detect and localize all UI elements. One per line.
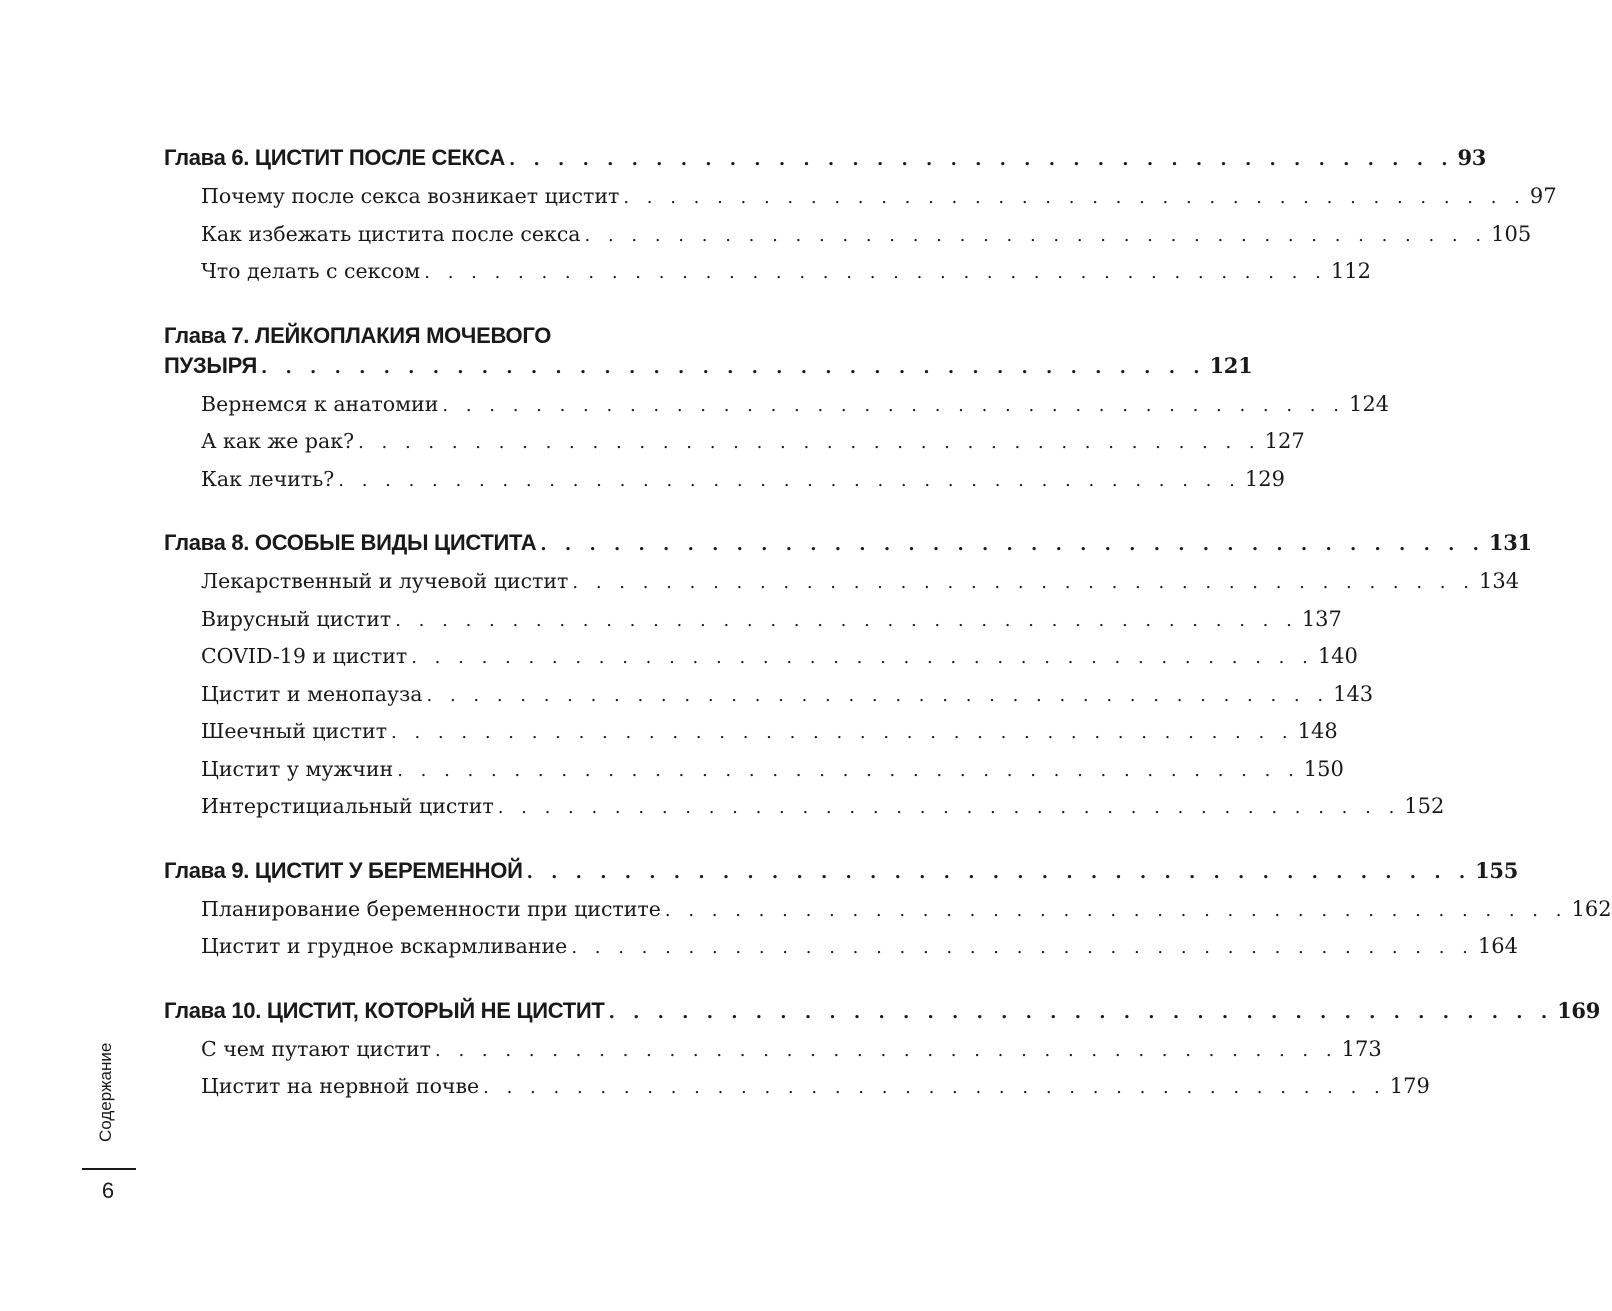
dot-leader: . . . . . . . . . . . . . . . . . . . . . . . . . . . . . . . . . . . . . . . xyxy=(397,759,1300,781)
section-entry xyxy=(164,253,1371,291)
section-page-number: 162 xyxy=(1571,896,1612,921)
dot-leader: . . . . . . . . . . . . . . . . . . . . . . . . . . . . . . . . . . . . . . . xyxy=(424,262,1327,283)
section-title: Лекарственный и лучевой цистит xyxy=(201,569,569,593)
section-title: Цистит на нервной почве xyxy=(201,1074,480,1098)
chapter-page-number: 169 xyxy=(1557,997,1601,1023)
section-title: Цистит и менопауза xyxy=(201,681,423,706)
dot-leader: . . . . . . . . . . . . . . . . . . . . . . . . . . . . . . . . . . . . . . . xyxy=(508,149,1454,170)
section-title: Планирование беременности при цистите xyxy=(201,896,661,921)
section-page-number: 164 xyxy=(1477,934,1518,958)
section-title: COVID-19 и цистит xyxy=(201,644,408,668)
section-page-number: 152 xyxy=(1404,794,1445,818)
section-entry xyxy=(164,461,1285,499)
chapter-title: Глава 9. ЦИСТИТ У БЕРЕМЕННОЙ xyxy=(164,857,523,883)
table-of-contents xyxy=(164,138,1612,1131)
dot-leader: . . . . . . . . . . . . . . . . . . . . . . . . . . . . . . . . . . . . . . . xyxy=(497,797,1401,818)
section-entry xyxy=(164,928,1518,966)
dot-leader: . . . . . . . . . . . . . . . . . . . . . . . . . . . . . . . . . . . . . . . xyxy=(260,356,1206,378)
chapter-6 xyxy=(164,138,1557,291)
section-title: Шеечный цистит xyxy=(201,719,388,743)
chapter-page-number: 93 xyxy=(1457,145,1487,170)
section-title: Цистит у мужчин xyxy=(201,756,394,781)
section-title: Вирусный цистит xyxy=(201,606,392,631)
section-page-number: 150 xyxy=(1303,756,1344,781)
section-title: Вернемся к анатомии xyxy=(201,391,439,416)
section-entry xyxy=(164,563,1520,601)
chapter-page-number: 121 xyxy=(1209,352,1253,378)
dot-leader: . . . . . . . . . . . . . . . . . . . . . . . . . . . . . . . . . . . . . . . xyxy=(608,1001,1554,1023)
chapter-heading xyxy=(164,138,1487,178)
chapter-10 xyxy=(164,991,1601,1106)
chapter-page-number: 155 xyxy=(1475,857,1519,883)
section-entry xyxy=(164,1031,1382,1069)
section-entry xyxy=(164,601,1342,639)
section-entry xyxy=(164,1068,1430,1106)
section-title: Почему после секса возникает цистит xyxy=(201,184,620,208)
section-entry xyxy=(164,216,1532,254)
section-page-number: 127 xyxy=(1264,429,1305,453)
section-page-number: 97 xyxy=(1529,184,1557,208)
chapter-heading xyxy=(164,346,1253,386)
chapter-title: Глава 10. ЦИСТИТ, КОТОРЫЙ НЕ ЦИСТИТ xyxy=(164,997,605,1023)
section-page-number: 179 xyxy=(1389,1074,1430,1098)
section-entry xyxy=(164,638,1358,676)
section-title: А как же рак? xyxy=(201,429,355,453)
page-number: 6 xyxy=(101,1178,115,1203)
dot-leader: . . . . . . . . . . . . . . . . . . . . . . . . . . . . . . . . . . . . . . . xyxy=(572,572,1475,593)
dot-leader: . . . . . . . . . . . . . . . . . . . . . . . . . . . . . . . . . . . . . . . xyxy=(442,394,1345,416)
section-title: Как лечить? xyxy=(201,466,335,491)
dot-leader: . . . . . . . . . . . . . . . . . . . . . . . . . . . . . . . . . . . . . . . xyxy=(391,722,1294,743)
chapter-heading xyxy=(164,523,1532,563)
dot-leader: . . . . . . . . . . . . . . . . . . . . . . . . . . . . . . . . . . . . . . . xyxy=(338,469,1241,491)
chapter-7 xyxy=(164,316,1390,499)
section-title: Как избежать цистита после секса xyxy=(201,221,581,246)
section-entry xyxy=(164,178,1557,216)
running-head: Содержание xyxy=(96,1042,115,1142)
section-title: С чем путают цистит xyxy=(201,1036,432,1061)
chapter-heading xyxy=(164,851,1519,891)
dot-leader: . . . . . . . . . . . . . . . . . . . . . . . . . . . . . . . . . . . . . . . xyxy=(623,187,1526,208)
dot-leader: . . . . . . . . . . . . . . . . . . . . . . . . . . . . . . . . . . . . . . . xyxy=(664,899,1568,921)
dot-leader: . . . . . . . . . . . . . . . . . . . . . . . . . . . . . . . . . . . . . . . xyxy=(584,224,1488,246)
section-entry xyxy=(164,713,1338,751)
section-page-number: 105 xyxy=(1491,221,1532,246)
section-entry xyxy=(164,751,1344,789)
section-entry xyxy=(164,676,1374,714)
chapter-title-line-1: Глава 7. ЛЕЙКОПЛАКИЯ МОЧЕВОГО xyxy=(164,322,552,348)
section-page-number: 143 xyxy=(1333,681,1374,706)
section-page-number: 129 xyxy=(1244,466,1285,491)
section-entry xyxy=(164,386,1390,424)
section-title: Что делать с сексом xyxy=(201,259,421,283)
chapter-8 xyxy=(164,523,1532,826)
chapter-title: Глава 8. ОСОБЫЕ ВИДЫ ЦИСТИТА xyxy=(164,530,537,555)
chapter-page-number: 131 xyxy=(1488,530,1532,555)
chapter-9 xyxy=(164,851,1612,966)
dot-leader: . . . . . . . . . . . . . . . . . . . . . . . . . . . . . . . . . . . . . . . xyxy=(526,861,1472,883)
dot-leader: . . . . . . . . . . . . . . . . . . . . . . . . . . . . . . . . . . . . . . . xyxy=(540,534,1485,555)
folio-rule xyxy=(82,1168,136,1170)
chapter-title: Глава 6. ЦИСТИТ ПОСЛЕ СЕКСА xyxy=(164,145,505,170)
section-page-number: 140 xyxy=(1317,644,1358,668)
section-page-number: 112 xyxy=(1330,259,1371,283)
dot-leader: . . . . . . . . . . . . . . . . . . . . . . . . . . . . . . . . . . . . . . . xyxy=(435,1039,1338,1061)
chapter-title-line-2: ПУЗЫРЯ xyxy=(164,352,257,378)
dot-leader: . . . . . . . . . . . . . . . . . . . . . . . . . . . . . . . . . . . . . . . xyxy=(426,684,1330,706)
dot-leader: . . . . . . . . . . . . . . . . . . . . . . . . . . . . . . . . . . . . . . . xyxy=(483,1077,1386,1098)
dot-leader: . . . . . . . . . . . . . . . . . . . . . . . . . . . . . . . . . . . . . . . xyxy=(358,432,1261,453)
section-page-number: 173 xyxy=(1341,1036,1382,1061)
section-title: Цистит и грудное вскармливание xyxy=(201,934,568,958)
section-page-number: 137 xyxy=(1301,606,1342,631)
section-entry xyxy=(164,891,1612,929)
section-page-number: 148 xyxy=(1297,719,1338,743)
section-title: Интерстициальный цистит xyxy=(201,794,494,818)
chapter-heading xyxy=(164,991,1601,1031)
dot-leader: . . . . . . . . . . . . . . . . . . . . . . . . . . . . . . . . . . . . . . . xyxy=(411,647,1314,668)
section-entry xyxy=(164,788,1445,826)
dot-leader: . . . . . . . . . . . . . . . . . . . . . . . . . . . . . . . . . . . . . . . xyxy=(571,937,1474,958)
section-page-number: 134 xyxy=(1478,569,1520,593)
section-page-number: 124 xyxy=(1348,391,1390,416)
section-entry xyxy=(164,423,1305,461)
dot-leader: . . . . . . . . . . . . . . . . . . . . . . . . . . . . . . . . . . . . . . . xyxy=(395,609,1298,631)
